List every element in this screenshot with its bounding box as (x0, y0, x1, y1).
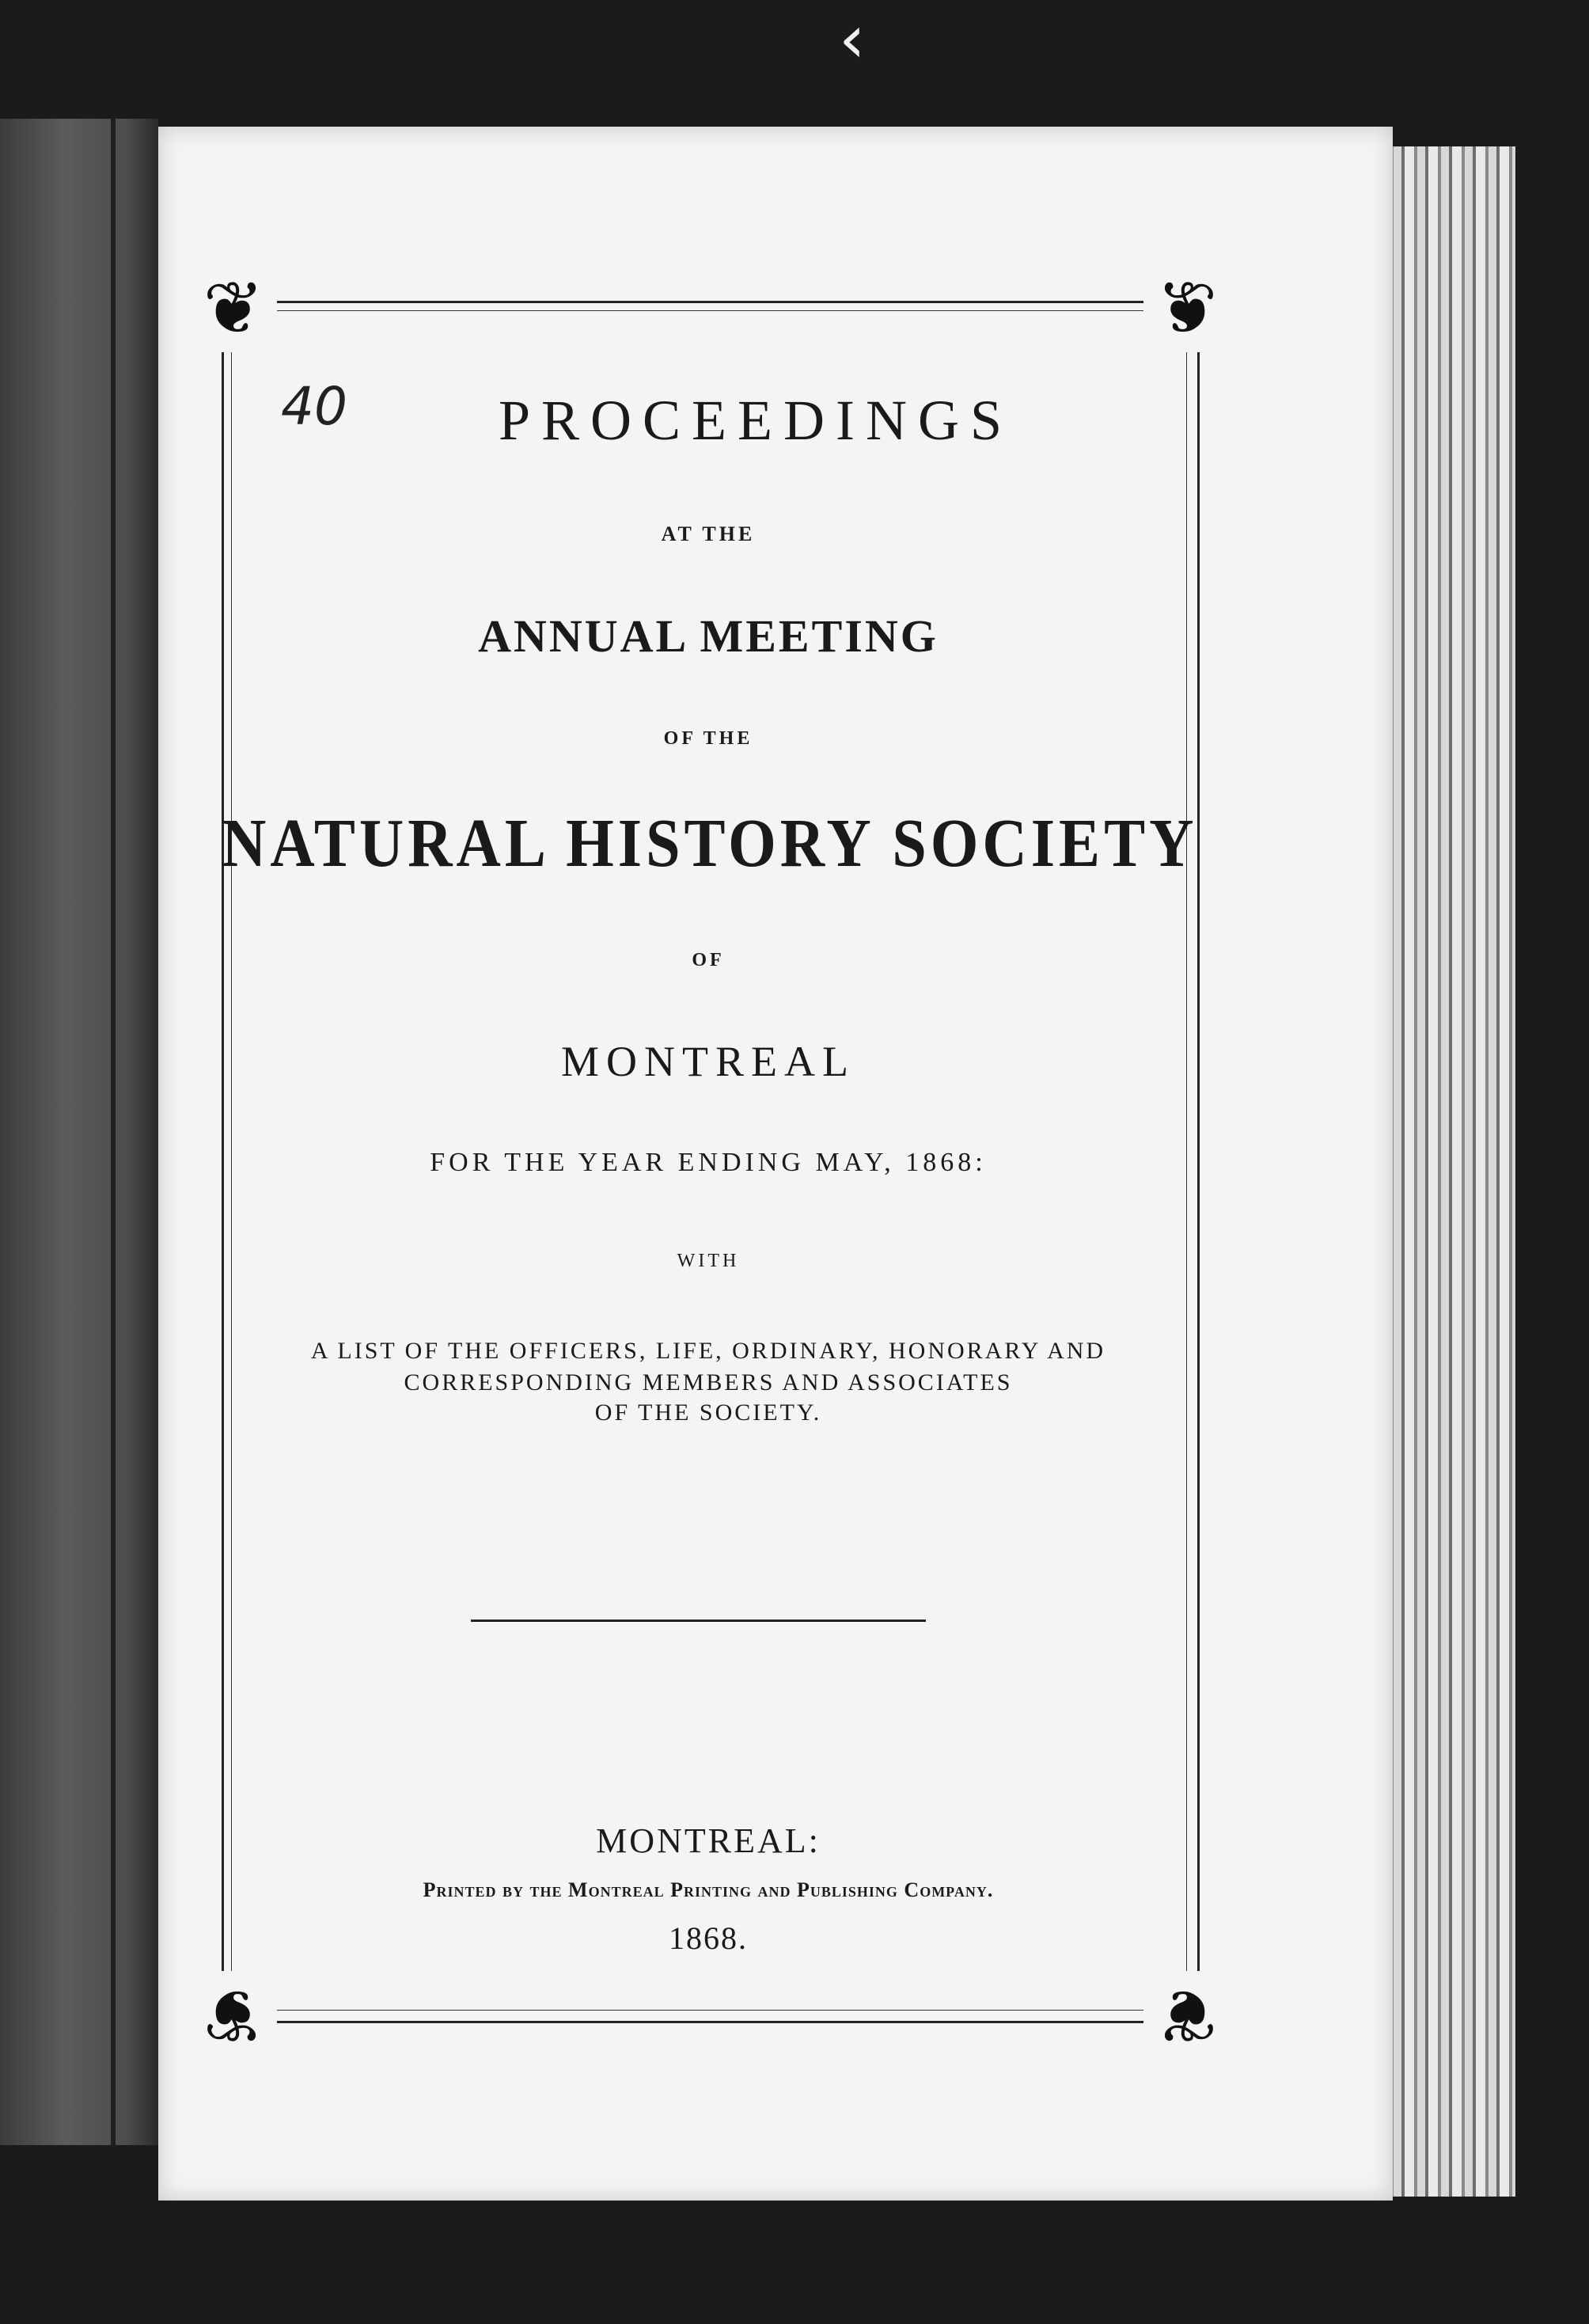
contents-line: OF THE SOCIETY. (594, 1399, 822, 1426)
page-title: PROCEEDINGS (498, 389, 1014, 452)
contents-line: A LIST OF THE OFFICERS, LIFE, ORDINARY, HONORARY AND (310, 1338, 1106, 1364)
connector-with: WITH (677, 1251, 740, 1271)
book-spine (0, 119, 158, 2145)
corner-ornament-icon: ❦ (1143, 1971, 1231, 2058)
meeting-heading: ANNUAL MEETING (478, 610, 939, 662)
film-mark-icon: ‹ (839, 0, 866, 78)
corner-ornament-icon: ❦ (190, 1971, 277, 2058)
spine-edge (111, 119, 116, 2145)
imprint-year: 1868. (669, 1920, 748, 1956)
connector-of: OF (692, 950, 725, 970)
corner-ornament-icon: ❦ (1143, 265, 1231, 352)
contents-line: CORRESPONDING MEMBERS AND ASSOCIATES (404, 1369, 1013, 1396)
printer-line: Printed by the Montreal Printing and Publishing Company. (423, 1878, 994, 1901)
handwritten-number: 40 (281, 376, 347, 437)
connector-at-the: AT THE (661, 522, 756, 545)
society-name: NATURAL HISTORY SOCIETY (222, 803, 1198, 882)
year-line: FOR THE YEAR ENDING MAY, 1868: (430, 1148, 987, 1177)
city-name: MONTREAL (561, 1038, 855, 1085)
imprint-place: MONTREAL: (596, 1821, 821, 1860)
page-edges (1381, 146, 1515, 2197)
divider-rule (471, 1620, 926, 1622)
corner-ornament-icon: ❦ (190, 265, 277, 352)
connector-of-the: OF THE (663, 728, 753, 749)
